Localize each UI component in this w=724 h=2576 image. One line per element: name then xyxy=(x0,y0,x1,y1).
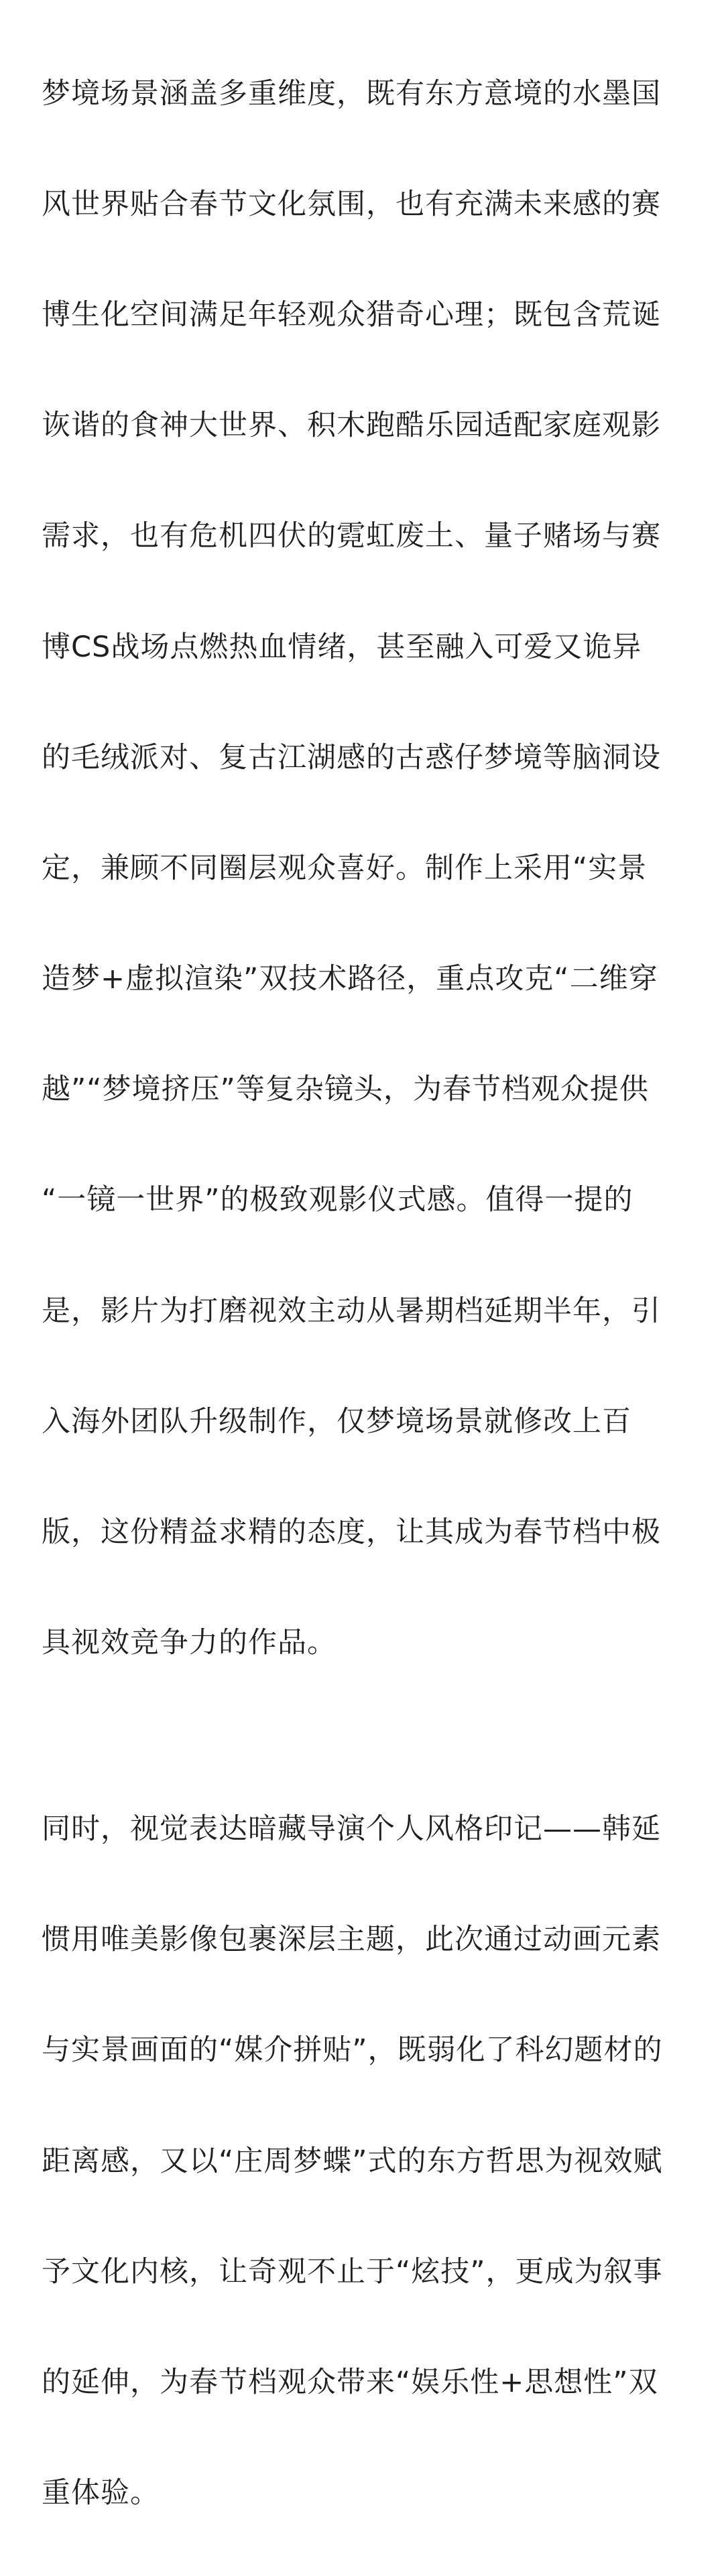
text-line: 定，兼顾不同圈层观众喜好。制作上采用“实景 xyxy=(42,851,648,885)
paragraph-1 xyxy=(42,11,678,1726)
text-line: 版，这份精益求精的态度，让其成为春节档中极 xyxy=(42,1515,661,1550)
text-line: 需求，也有危机四伏的霓虹废土、量子赌场与赛 xyxy=(42,519,661,553)
text-line: 梦境场景涵盖多重维度，既有东方意境的水墨国 xyxy=(42,76,661,111)
text-line: 风世界贴合春节文化氛围，也有充满未来感的赛 xyxy=(42,187,661,221)
text-line: 予文化内核，让奇观不止于“炫技”，更成为叙事 xyxy=(42,2254,663,2289)
text-line: 惯用唯美影像包裹深层主题，此次通过动画元素 xyxy=(42,1923,661,1957)
text-line: 距离感，又以“庄周梦蝶”式的东方哲思为视效赋 xyxy=(42,2144,663,2178)
text-line: 入海外团队升级制作，仅梦境场景就修改上百 xyxy=(42,1404,631,1438)
text-line: 具视效竞争力的作品。 xyxy=(42,1626,337,1660)
text-line: 的毛绒派对、复古江湖感的古惑仔梦境等脑洞设 xyxy=(42,740,661,774)
text-line: 造梦+虚拟渲染”双技术路径，重点攻克“二维穿 xyxy=(42,962,658,996)
text-line: 博生化空间满足年轻观众猎奇心理；既包含荒诞 xyxy=(42,297,661,332)
text-line: 的延伸，为春节档观众带来“娱乐性+思想性”双 xyxy=(42,2365,658,2399)
text-line: 重体验。 xyxy=(42,2476,160,2510)
text-line: 博CS战场点燃热血情绪，甚至融入可爱又诡异 xyxy=(42,630,642,664)
paragraph-2 xyxy=(42,1746,678,2576)
text-line: 同时，视觉表达暗藏导演个人风格印记——韩延 xyxy=(42,1812,661,1846)
text-line: 是，影片为打磨视效主动从暑期档延期半年，引 xyxy=(42,1294,661,1328)
text-line: 与实景画面的“媒介拼贴”，既弱化了科幻题材的 xyxy=(42,2033,663,2067)
text-line: 越”“梦境挤压”等复杂镜头，为春节档观众提供 xyxy=(42,1073,649,1107)
text-line: “一镜一世界”的极致观影仪式感。值得一提的 xyxy=(42,1183,634,1217)
text-line: 诙谐的食神大世界、积木跑酷乐园适配家庭观影 xyxy=(42,409,661,443)
